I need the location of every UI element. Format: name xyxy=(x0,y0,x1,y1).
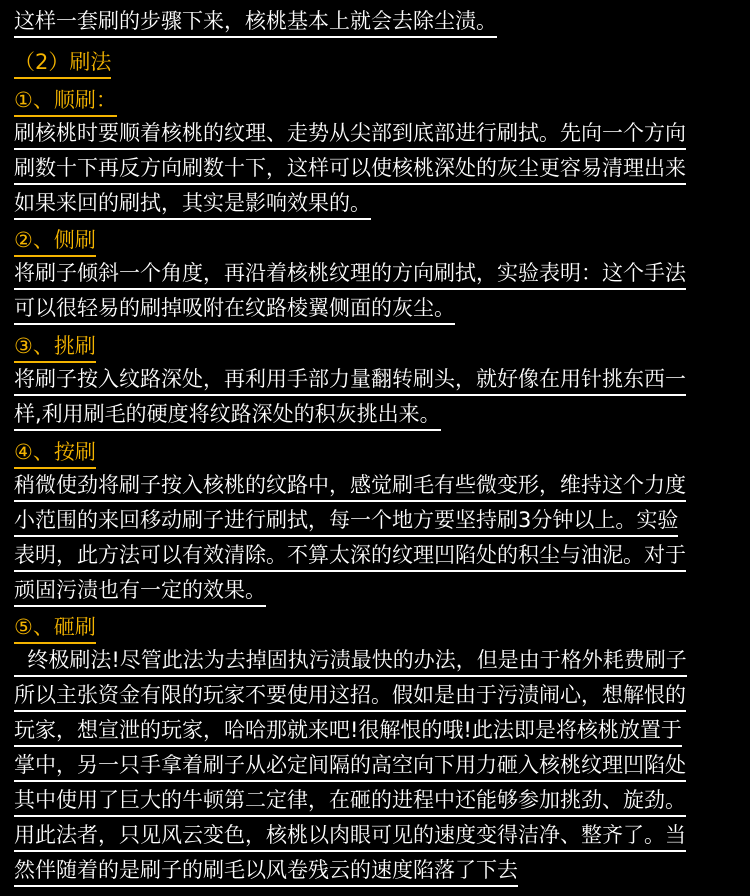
text-line: 小范围的来回移动刷子进行刷拭，每一个地方要坚持刷3分钟以上。实验 xyxy=(14,505,678,537)
text-line: 顽固污渍也有一定的效果。 xyxy=(14,575,266,607)
text-line: 可以很轻易的刷掉吸附在纹路棱翼侧面的灰尘。 xyxy=(14,293,455,325)
text-line: 其中使用了巨大的牛顿第二定律，在砸的进程中还能够参加挑劲、旋劲。 xyxy=(14,785,686,817)
text-line: 样,利用刷毛的硬度将纹路深处的积灰挑出来。 xyxy=(14,399,441,431)
text-line: 用此法者，只见风云变色，核桃以肉眼可见的速度变得洁净、整齐了。当 xyxy=(14,820,686,852)
text-line: 所以主张资金有限的玩家不要使用这招。假如是由于污渍闹心，想解恨的 xyxy=(14,680,686,712)
subsection-heading: ①、顺刷： xyxy=(14,85,117,117)
text-line: 稍微使劲将刷子按入核桃的纹路中，感觉刷毛有些微变形，维持这个力度 xyxy=(14,470,686,502)
subsection-heading: ④、按刷 xyxy=(14,437,96,469)
text-line: 将刷子倾斜一个角度，再沿着核桃纹理的方向刷拭，实验表明：这个手法 xyxy=(14,258,686,290)
text-line: 表明，此方法可以有效清除。不算太深的纹理凹陷处的积尘与油泥。对于 xyxy=(14,540,686,572)
text-line: 将刷子按入纹路深处，再利用手部力量翻转刷头，就好像在用针挑东西一 xyxy=(14,364,686,396)
text-line: 掌中，另一只手拿着刷子从必定间隔的高空向下用力砸入核桃纹理凹陷处 xyxy=(14,750,686,782)
text-line: 这样一套刷的步骤下来，核桃基本上就会去除尘渍。 xyxy=(14,6,497,38)
subsection-heading: ⑤、砸刷 xyxy=(14,612,96,644)
subsection-heading: ②、侧刷 xyxy=(14,225,96,257)
text-line: 终极刷法!尽管此法为去掉固执污渍最快的办法，但是由于格外耗费刷子 xyxy=(14,645,687,677)
subsection-heading: ③、挑刷 xyxy=(14,331,96,363)
text-line: 玩家，想宣泄的玩家，哈哈那就来吧!很解恨的哦!此法即是将核桃放置于 xyxy=(14,715,682,747)
section-heading: （2）刷法 xyxy=(14,47,111,79)
text-line: 刷数十下再反方向刷数十下，这样可以使核桃深处的灰尘更容易清理出来 xyxy=(14,153,686,185)
text-line: 然伴随着的是刷子的刷毛以风卷残云的速度陷落了下去 xyxy=(14,855,518,887)
text-line: 如果来回的刷拭，其实是影响效果的。 xyxy=(14,188,371,220)
text-line: 刷核桃时要顺着核桃的纹理、走势从尖部到底部进行刷拭。先向一个方向 xyxy=(14,118,686,150)
